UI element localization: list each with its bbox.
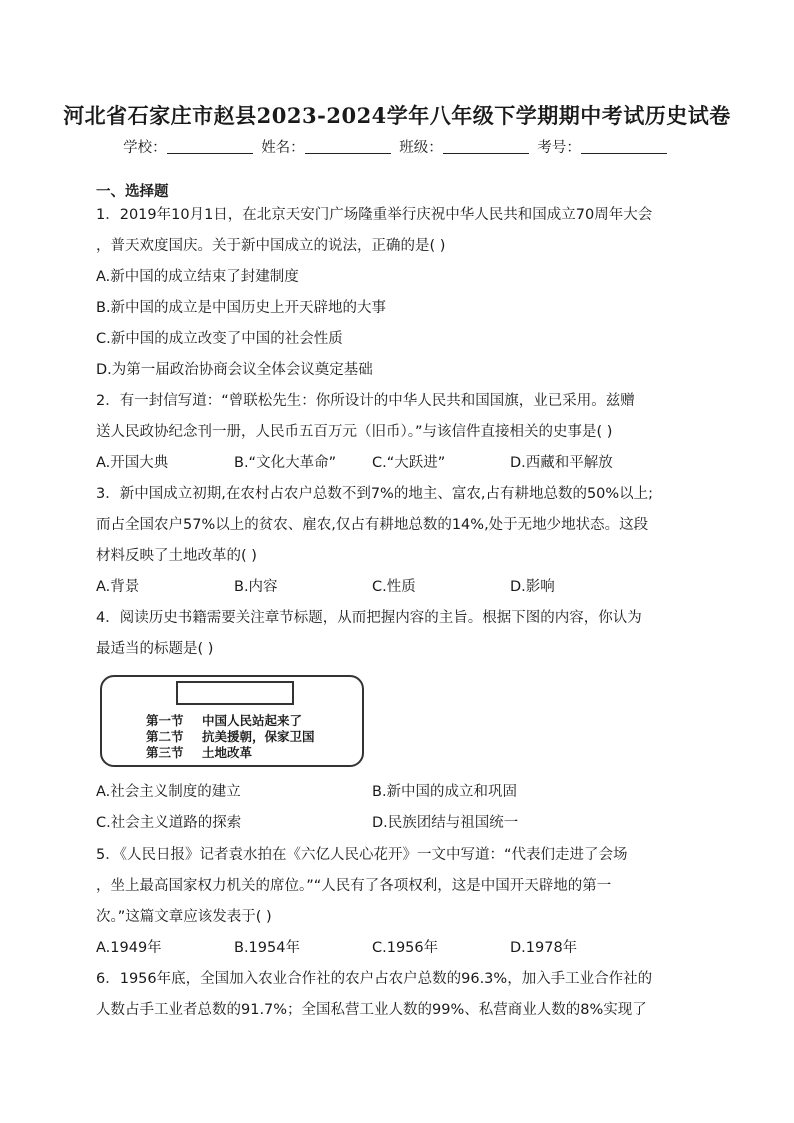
- q1-stem-line1: 1．2019年10月1日，在北京天安门广场隆重举行庆祝中华人民共和国成立70周年大会: [96, 207, 653, 223]
- class-blank[interactable]: [443, 139, 529, 154]
- q3-stem-line3: 材料反映了土地改革的( ): [96, 548, 257, 564]
- q5-option-b: B.1954年: [234, 940, 300, 956]
- school-blank[interactable]: [167, 139, 253, 154]
- q3-stem-line1: 3．新中国成立初期,在农村占农户总数不到7%的地主、富农,占有耕地总数的50%以上;: [96, 486, 654, 502]
- q2-stem-line1: 2．有一封信写道：“曾联松先生：你所设计的中华人民共和国国旗，业已采用。兹赠: [96, 393, 635, 409]
- q4-option-a: A.社会主义制度的建立: [96, 784, 241, 800]
- q1-stem-line2: ，普天欢度国庆。关于新中国成立的说法，正确的是( ): [96, 238, 446, 254]
- figure-row-3-section: 第三节: [146, 745, 184, 760]
- q5-option-c: C.1956年: [372, 940, 439, 956]
- q4-option-c: C.社会主义道路的探索: [96, 815, 242, 831]
- figure-row-1-text: 中国人民站起来了: [202, 713, 303, 728]
- section-heading: 一、选择题: [96, 184, 169, 200]
- q1-option-d: D.为第一届政治协商会议全体会议奠定基础: [96, 362, 373, 378]
- student-info-row: [0, 136, 794, 157]
- q2-option-c: C.“大跃进”: [372, 455, 446, 471]
- q6-stem-line2: 人数占手工业者总数的91.7%；全国私营工业人数的99%、私营商业人数的8%实现了: [96, 1002, 647, 1018]
- q3-stem-line2: 而占全国农户57%以上的贫农、雇农,仅占有耕地总数的14%,处于无地少地状态。这段: [96, 517, 649, 533]
- name-blank[interactable]: [305, 139, 391, 154]
- exam-number-blank[interactable]: [581, 139, 667, 154]
- exam-number-label: 考号：: [537, 140, 581, 156]
- q1-option-c: C.新中国的成立改变了中国的社会性质: [96, 331, 343, 347]
- q5-stem-line3: 次。”这篇文章应该发表于( ): [96, 909, 272, 925]
- figure-row-3-text: 土地改革: [202, 745, 253, 760]
- q3-option-c: C.性质: [372, 579, 416, 595]
- q5-option-a: A.1949年: [96, 940, 162, 956]
- q5-stem-line2: ，坐上最高国家权力机关的席位。”“人民有了各项权利，这是中国开天辟地的第一: [96, 878, 612, 894]
- school-label: 学校：: [123, 140, 167, 156]
- exam-title: 河北省石家庄市赵县2023-2024学年八年级下学期期中考试历史试卷: [63, 103, 731, 128]
- q2-option-d: D.西藏和平解放: [510, 455, 613, 471]
- q2-option-b: B.“文化大革命”: [234, 455, 337, 471]
- q6-stem-line1: 6．1956年底，全国加入农业合作社的农户占农户总数的96.3%，加入手工业合作社的: [96, 971, 653, 987]
- q3-option-d: D.影响: [510, 579, 555, 595]
- q4-stem-line2: 最适当的标题是( ): [96, 641, 214, 657]
- q1-option-a: A.新中国的成立结束了封建制度: [96, 269, 299, 285]
- q3-option-b: B.内容: [234, 579, 278, 595]
- q2-option-a: A.开国大典: [96, 455, 169, 471]
- q4-option-b: B.新中国的成立和巩固: [372, 784, 518, 800]
- q5-option-d: D.1978年: [510, 940, 578, 956]
- q4-option-d: D.民族团结与祖国统一: [372, 815, 519, 831]
- q1-option-b: B.新中国的成立是中国历史上开天辟地的大事: [96, 300, 387, 316]
- figure-row-1-section: 第一节: [146, 713, 184, 728]
- q4-stem-line1: 4．阅读历史书籍需要关注章节标题，从而把握内容的主旨。根据下图的内容，你认为: [96, 610, 642, 626]
- name-label: 姓名：: [261, 140, 305, 156]
- q3-option-a: A.背景: [96, 579, 140, 595]
- chapter-title-blank: [176, 681, 294, 705]
- figure-row-2-text: 抗美援朝，保家卫国: [202, 729, 315, 744]
- class-label: 班级：: [399, 140, 443, 156]
- chapter-outline-figure: [100, 675, 364, 767]
- figure-row-3: [146, 743, 252, 761]
- q5-stem-line1: 5．《人民日报》记者袁水拍在《六亿人民心花开》一文中写道：“代表们走进了会场: [96, 847, 628, 863]
- q2-stem-line2: 送人民政协纪念刊一册，人民币五百万元（旧币）。”与该信件直接相关的史事是( ): [96, 424, 613, 440]
- figure-row-2-section: 第二节: [146, 729, 184, 744]
